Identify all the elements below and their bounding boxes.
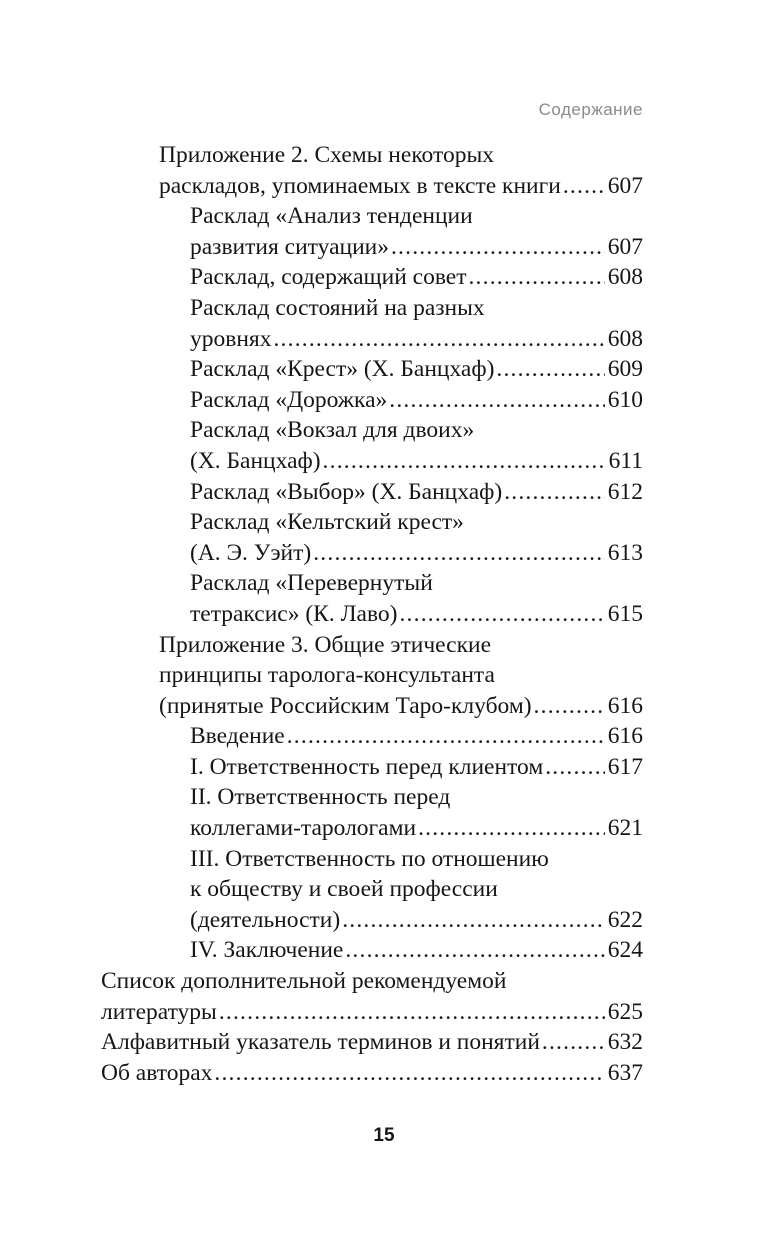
toc-entry-title-line: (Х. Банцхаф) — [190, 447, 321, 474]
toc-page-number: 621 — [607, 815, 643, 842]
toc-page-number: 608 — [607, 264, 643, 291]
toc-entry-title-line: уровнях — [190, 325, 272, 352]
dot-leader — [219, 997, 605, 1028]
toc-entry-title-line: (А. Э. Уэйт) — [190, 539, 312, 566]
dot-leader — [418, 813, 605, 844]
table-of-contents — [0, 140, 768, 1088]
toc-entry-title-line: Расклад, содержащий совет — [190, 264, 467, 291]
toc-entry-last-line — [190, 935, 643, 966]
toc-page-number: 611 — [608, 447, 643, 474]
dot-leader — [345, 935, 604, 966]
toc-entry-last-line — [101, 1058, 643, 1089]
toc-page-number: 609 — [607, 356, 643, 383]
toc-page-number: 610 — [607, 386, 643, 413]
dot-leader — [468, 262, 604, 293]
toc-entry — [190, 354, 643, 385]
toc-entry — [190, 477, 643, 508]
toc-entry-last-line — [101, 997, 643, 1028]
toc-entry-last-line — [190, 721, 643, 752]
toc-entry-title-line: III. Ответственность по отношению — [190, 845, 549, 872]
toc-page-number: 622 — [607, 906, 643, 933]
toc-entry-title-line: к обществу и своей профессии — [190, 876, 498, 903]
toc-page-number: 616 — [607, 692, 643, 719]
dot-leader — [342, 905, 605, 936]
toc-entry — [190, 385, 643, 416]
toc-entry-title-line: коллегами-тарологами — [190, 815, 417, 842]
toc-entry — [159, 630, 643, 722]
toc-entry-title-line: Расклад «Дорожка» — [190, 386, 388, 413]
toc-page-number: 613 — [607, 539, 643, 566]
toc-page-number: 625 — [607, 998, 643, 1025]
dot-leader — [273, 324, 604, 355]
toc-entry-title-line: Расклад «Перевернутый — [190, 570, 433, 597]
toc-entry-title-line: Алфавитный указатель терминов и понятий — [101, 1029, 540, 1056]
toc-entry-last-line — [190, 385, 643, 416]
toc-entry-last-line — [190, 813, 643, 844]
toc-entry — [190, 721, 643, 752]
toc-entry-title-line: Об авторах — [101, 1059, 213, 1086]
toc-entry-last-line — [190, 599, 643, 630]
dot-leader — [214, 1058, 604, 1089]
running-head: Содержание — [538, 100, 643, 119]
dot-leader — [542, 1027, 605, 1058]
toc-entry — [101, 966, 643, 1027]
toc-entry-title-line: Расклад «Выбор» (Х. Банцхаф) — [190, 478, 503, 505]
dot-leader — [534, 691, 605, 722]
toc-entry — [190, 752, 643, 783]
toc-entry-title-line: тетраксис» (К. Лаво) — [190, 600, 398, 627]
dot-leader — [504, 477, 605, 508]
toc-entry-title-line: (деятельности) — [190, 906, 341, 933]
toc-entry — [159, 140, 643, 201]
toc-entry-title-line: Расклад состояний на разных — [190, 294, 485, 321]
toc-entry-last-line — [190, 354, 643, 385]
toc-page-number: 637 — [607, 1059, 643, 1086]
toc-entry — [190, 507, 643, 568]
toc-entry — [190, 935, 643, 966]
page-number: 15 — [373, 1125, 395, 1146]
toc-entry-title-line: Приложение 2. Схемы некоторых — [159, 142, 494, 168]
toc-page-number: 632 — [607, 1029, 643, 1056]
toc-entry — [190, 568, 643, 629]
toc-entry — [190, 782, 643, 843]
toc-entry-last-line — [190, 477, 643, 508]
dot-leader — [545, 752, 605, 783]
dot-leader — [323, 446, 606, 477]
toc-entry-last-line — [190, 446, 643, 477]
toc-entry-last-line — [190, 262, 643, 293]
toc-entry — [101, 1027, 643, 1058]
toc-page-number: 612 — [607, 478, 643, 505]
toc-entry-last-line — [190, 324, 643, 355]
toc-entry-title-line: Список дополнительной рекомендуемой — [101, 968, 507, 995]
toc-page-number: 607 — [607, 172, 643, 199]
toc-entry-last-line — [101, 1027, 643, 1058]
toc-entry-title-line: развития ситуации» — [190, 233, 389, 260]
toc-entry-title-line: Расклад «Анализ тенденции — [190, 203, 473, 230]
toc-entry-title-line: (принятые Российским Таро-клубом) — [159, 692, 532, 719]
toc-entry-title-line: Введение — [190, 723, 285, 750]
dot-leader — [287, 721, 605, 752]
toc-page-number: 616 — [607, 723, 643, 750]
toc-entry-title-line: литературы — [101, 998, 217, 1025]
toc-page-number: 617 — [607, 753, 643, 780]
dot-leader — [391, 232, 605, 263]
toc-entry — [190, 201, 643, 262]
toc-entry — [190, 415, 643, 476]
toc-entry-title-line: Расклад «Крест» (Х. Банцхаф) — [190, 356, 495, 383]
toc-entry-title-line: IV. Заключение — [190, 937, 344, 964]
toc-entry-last-line — [190, 232, 643, 263]
toc-entry-last-line — [190, 905, 643, 936]
toc-page-number: 607 — [607, 233, 643, 260]
toc-entry-title-line: Приложение 3. Общие этические — [159, 631, 492, 658]
dot-leader — [496, 354, 604, 385]
toc-entry-last-line — [159, 691, 643, 722]
toc-page-number: 615 — [607, 600, 643, 627]
toc-entry-title-line: раскладов, упоминаемых в тексте книги — [159, 172, 561, 199]
toc-entry-last-line — [190, 752, 643, 783]
dot-leader — [399, 599, 604, 630]
toc-page-number: 624 — [607, 937, 643, 964]
toc-entry — [190, 262, 643, 293]
toc-entry-title-line: I. Ответственность перед клиентом — [190, 753, 544, 780]
toc-entry-last-line — [159, 171, 643, 202]
toc-entry-last-line — [190, 538, 643, 569]
dot-leader — [563, 171, 605, 202]
toc-page-number: 608 — [607, 325, 643, 352]
toc-entry-title-line: принципы таролога-консультанта — [159, 662, 495, 689]
toc-entry-title-line: II. Ответственность перед — [190, 784, 451, 811]
toc-entry-title-line: Расклад «Вокзал для двоих» — [190, 417, 475, 444]
toc-entry — [190, 844, 643, 936]
toc-entry — [101, 1058, 643, 1089]
dot-leader — [389, 385, 604, 416]
dot-leader — [313, 538, 605, 569]
toc-entry-title-line: Расклад «Кельтский крест» — [190, 509, 464, 536]
toc-entry — [190, 293, 643, 354]
